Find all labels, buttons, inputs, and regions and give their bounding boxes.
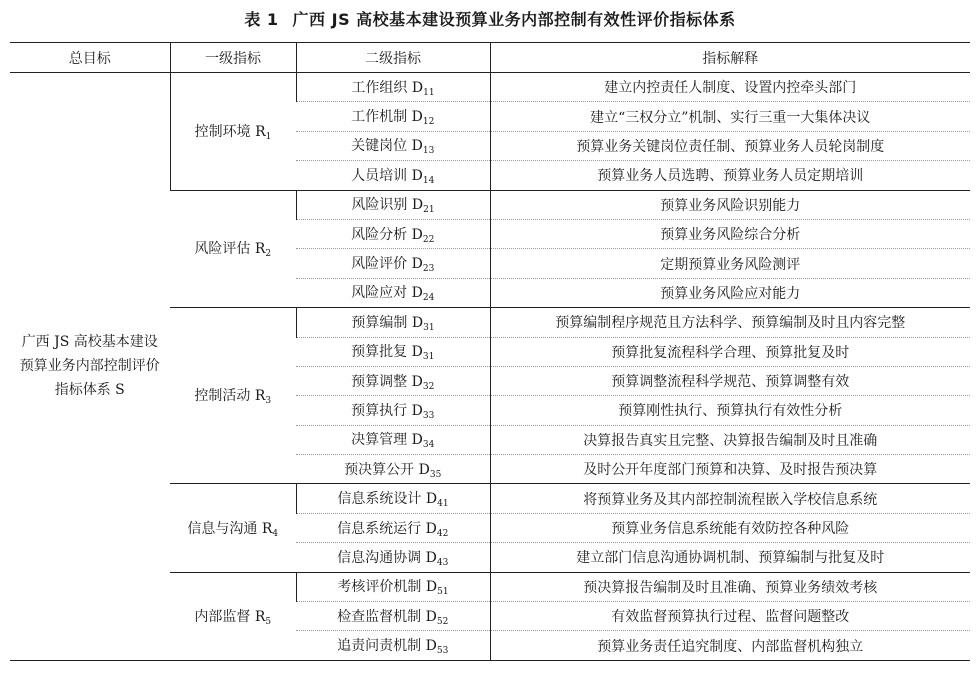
level2-subscript: 34	[422, 440, 435, 451]
level2-subscript: 11	[423, 87, 435, 98]
level2-indicator	[296, 131, 490, 160]
table-body	[10, 73, 970, 661]
indicator-explanation: 预算业务风险识别能力	[490, 190, 970, 219]
level2-name: 风险识别 D	[351, 197, 424, 214]
indicator-explanation: 及时公开年度部门预算和决算、及时报告预决算	[490, 455, 970, 484]
level2-name: 风险分析 D	[351, 226, 423, 243]
level2-name: 信息沟通协调 D	[337, 549, 437, 566]
level2-indicator	[296, 425, 490, 454]
indicator-explanation: 预算业务风险综合分析	[490, 219, 970, 248]
level2-name: 预决算公开 D	[344, 461, 430, 478]
level1-name: 内部监督 R	[194, 608, 266, 625]
level1-indicator	[170, 308, 296, 484]
indicator-explanation: 定期预算业务风险测评	[490, 249, 970, 278]
level2-subscript: 32	[422, 381, 435, 392]
level2-indicator	[296, 572, 490, 601]
level2-indicator	[296, 161, 490, 190]
level2-subscript: 22	[422, 234, 435, 245]
level2-indicator	[296, 396, 490, 425]
level2-subscript: 24	[422, 293, 435, 304]
level2-subscript: 14	[422, 175, 435, 186]
indicator-explanation: 预算业务人员选聘、预算业务人员定期培训	[490, 161, 970, 190]
indicator-explanation: 预算业务信息系统能有效防控各种风险	[490, 513, 970, 542]
indicator-explanation: 预决算报告编制及时且准确、预算业务绩效考核	[490, 572, 970, 601]
indicator-explanation: 将预算业务及其内部控制流程嵌入学校信息系统	[490, 484, 970, 513]
level2-indicator	[296, 190, 490, 219]
level2-name: 风险应对 D	[351, 285, 423, 302]
level2-subscript: 51	[437, 587, 449, 598]
level2-indicator	[296, 308, 490, 337]
indicator-explanation: 预算业务风险应对能力	[490, 278, 970, 307]
level2-subscript: 35	[429, 469, 442, 480]
level2-subscript: 43	[436, 557, 449, 568]
level2-subscript: 31	[422, 352, 435, 363]
level1-subscript: 1	[265, 131, 272, 142]
level2-subscript: 21	[423, 205, 435, 216]
indicator-explanation: 建立部门信息沟通协调机制、预算编制与批复及时	[490, 543, 970, 572]
level2-name: 预算编制 D	[351, 314, 424, 331]
indicator-explanation: 预算业务责任追究制度、内部监督机构独立	[490, 631, 970, 660]
level1-subscript: 3	[265, 396, 272, 407]
level2-name: 关键岗位 D	[351, 138, 423, 155]
level2-name: 检查监督机制 D	[337, 608, 437, 625]
level2-indicator	[296, 219, 490, 248]
level2-name: 预算调整 D	[351, 373, 423, 390]
level1-name: 风险评估 R	[194, 241, 266, 258]
level2-name: 决算管理 D	[351, 432, 423, 449]
level1-name: 控制活动 R	[194, 388, 266, 405]
header-row	[10, 43, 970, 73]
table-row	[10, 73, 970, 102]
level2-subscript: 12	[422, 117, 435, 128]
indicator-explanation: 建立“三权分立”机制、实行三重一大集体决议	[490, 102, 970, 131]
caption-title: 广西 JS 高校基本建设预算业务内部控制有效性评价指标体系	[292, 10, 736, 29]
level1-indicator	[170, 190, 296, 308]
level2-name: 考核评价机制 D	[337, 579, 438, 596]
level2-indicator	[296, 102, 490, 131]
level2-indicator	[296, 602, 490, 631]
level2-name: 人员培训 D	[351, 167, 423, 184]
indicator-explanation: 预算业务关键岗位责任制、预算业务人员轮岗制度	[490, 131, 970, 160]
level1-indicator	[170, 73, 296, 191]
level1-subscript: 2	[265, 249, 272, 260]
level2-subscript: 31	[423, 322, 435, 333]
level2-name: 预算执行 D	[351, 402, 423, 419]
level2-subscript: 33	[422, 410, 435, 421]
level1-subscript: 4	[272, 528, 279, 539]
indicator-explanation: 预算刚性执行、预算执行有效性分析	[490, 396, 970, 425]
level2-name: 风险评价 D	[351, 256, 423, 273]
indicator-explanation: 决算报告真实且完整、决算报告编制及时且准确	[490, 425, 970, 454]
level2-subscript: 52	[436, 616, 449, 627]
level2-indicator	[296, 543, 490, 572]
level2-subscript: 53	[436, 646, 449, 657]
level2-name: 工作组织 D	[351, 79, 424, 96]
level2-name: 追责问责机制 D	[337, 638, 437, 655]
indicator-explanation: 预算编制程序规范且方法科学、预算编制及时且内容完整	[490, 308, 970, 337]
level2-indicator	[296, 278, 490, 307]
header-goal: 总目标	[10, 43, 170, 73]
level1-indicator	[170, 572, 296, 660]
level2-indicator	[296, 337, 490, 366]
level2-name: 信息系统运行 D	[337, 520, 437, 537]
level1-name: 信息与沟通 R	[187, 520, 273, 537]
header-level1: 一级指标	[170, 43, 296, 73]
indicator-explanation: 建立内控责任人制度、设置内控牵头部门	[490, 73, 970, 102]
indicator-table	[10, 42, 970, 661]
level2-subscript: 42	[436, 528, 449, 539]
level2-subscript: 23	[422, 264, 435, 275]
overall-goal: 广西 JS 高校基本建设预算业务内部控制评价指标体系 S	[10, 73, 170, 661]
level1-indicator	[170, 484, 296, 572]
caption-label: 表 1	[244, 10, 279, 29]
level2-indicator	[296, 73, 490, 102]
level2-indicator	[296, 484, 490, 513]
level2-indicator	[296, 249, 490, 278]
level2-subscript: 13	[422, 146, 435, 157]
header-level2: 二级指标	[296, 43, 490, 73]
level2-subscript: 41	[437, 499, 449, 510]
level2-name: 信息系统设计 D	[337, 491, 438, 508]
level2-name: 工作机制 D	[351, 109, 423, 126]
indicator-explanation: 有效监督预算执行过程、监督问题整改	[490, 602, 970, 631]
table-caption	[0, 0, 980, 40]
level1-subscript: 5	[265, 616, 272, 627]
level2-indicator	[296, 455, 490, 484]
level1-name: 控制环境 R	[194, 123, 266, 140]
level2-name: 预算批复 D	[351, 344, 423, 361]
level2-indicator	[296, 513, 490, 542]
header-explanation: 指标解释	[490, 43, 970, 73]
indicator-explanation: 预算调整流程科学规范、预算调整有效	[490, 366, 970, 395]
level2-indicator	[296, 366, 490, 395]
indicator-explanation: 预算批复流程科学合理、预算批复及时	[490, 337, 970, 366]
level2-indicator	[296, 631, 490, 660]
